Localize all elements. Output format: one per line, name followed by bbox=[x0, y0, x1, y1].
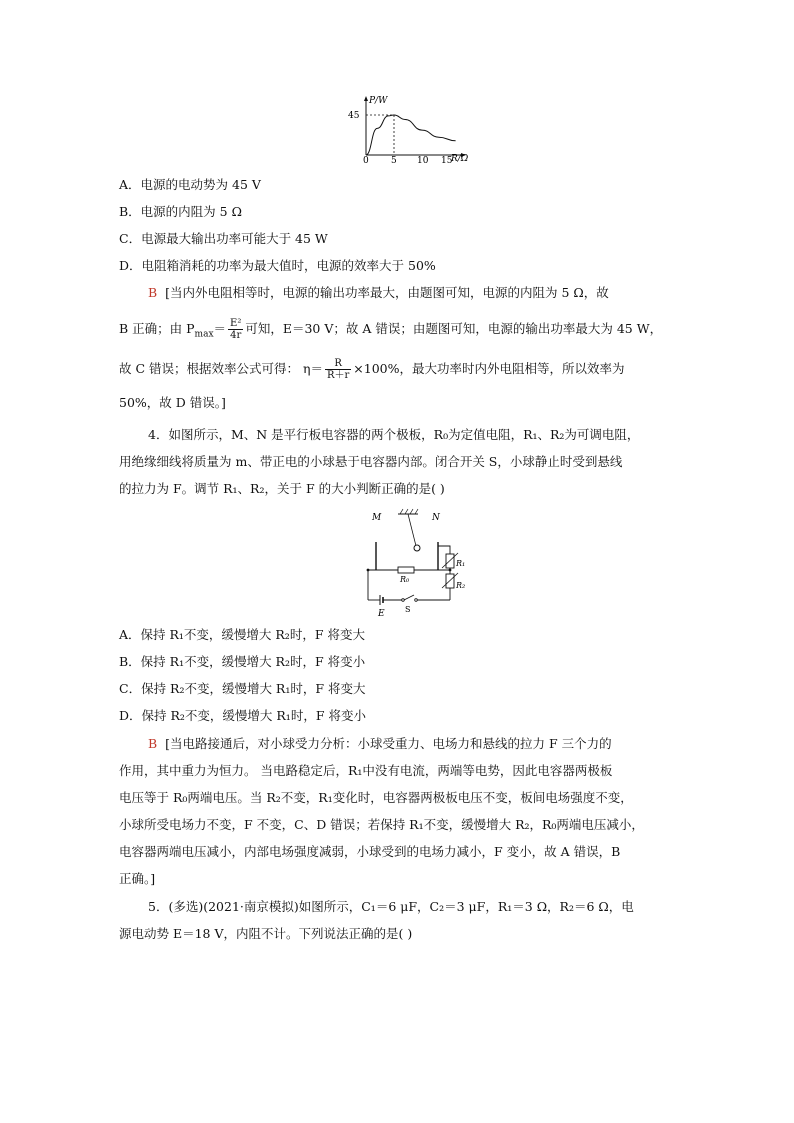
q3-fraction-efficiency bbox=[325, 358, 351, 381]
q3-fraction-power-den: 4r bbox=[230, 330, 242, 341]
y-axis-arrow bbox=[364, 96, 368, 101]
label-r2: R₂ bbox=[456, 581, 466, 590]
q4-circuit-diagram bbox=[360, 508, 490, 620]
q3-explanation-line-1 bbox=[148, 285, 609, 301]
q3-max-subscript: max bbox=[194, 329, 214, 340]
label-r1: R₁ bbox=[456, 559, 466, 568]
q3-answer-letter: B bbox=[148, 285, 158, 300]
q3-explanation-text-1: [当内外电阻相等时，电源的输出功率最大，由题图可知，电源的内阻为 5 Ω，故 bbox=[165, 285, 609, 300]
q3-explanation-line-4: 50%，故 D 错误。] bbox=[119, 395, 226, 410]
resistor-r0 bbox=[398, 567, 414, 573]
q5-stem-line-2: 源电动势 E＝18 V，内阻不计。下列说法正确的是( ) bbox=[119, 926, 413, 941]
q4-explanation-line-4: 小球所受电场力不变，F 不变，C、D 错误；若保持 R₁不变，缓慢增大 R₂，R₀两端电压减小， bbox=[119, 817, 644, 832]
charged-ball bbox=[414, 545, 420, 551]
wire-m bbox=[368, 570, 376, 600]
label-m: M bbox=[372, 513, 382, 523]
junction-right bbox=[449, 569, 452, 572]
q3-explanation-text-2b: 可知，E＝30 V；故 A 错误；由题图可知，电源的输出功率最大为 45 W， bbox=[245, 321, 663, 336]
q3-fraction-efficiency-num: R bbox=[325, 358, 351, 370]
switch-contact-left bbox=[402, 599, 405, 602]
q4-explanation-line-1 bbox=[148, 736, 612, 752]
q3-explanation-line-2 bbox=[119, 318, 662, 343]
q3-explanation-text-2a: B 正确；由 P bbox=[119, 321, 195, 336]
q4-explanation-text-1: [当电路接通后，对小球受力分析：小球受重力、电场力和悬线的拉力 F 三个力的 bbox=[165, 736, 612, 751]
wire-top bbox=[438, 546, 450, 554]
junction-left bbox=[367, 569, 370, 572]
thread bbox=[408, 514, 416, 546]
q3-option-c: C．电源最大输出功率可能大于 45 W bbox=[119, 231, 328, 246]
power-resistance-graph bbox=[345, 93, 475, 163]
y-tick-45: 45 bbox=[348, 111, 360, 121]
label-e: E bbox=[378, 609, 385, 619]
label-n: N bbox=[432, 513, 440, 523]
q3-explanation-text-3a: 故 C 错误；根据效率公式可得： η＝ bbox=[119, 361, 323, 376]
q3-fraction-power bbox=[228, 318, 243, 341]
x-axis-label: R/Ω bbox=[451, 154, 469, 163]
q4-explanation-line-5: 电容器两端电压减小，内部电场强度减弱，小球受到的电场力减小，F 变小，故 A 错误，B bbox=[119, 844, 621, 859]
x-tick-0: 0 bbox=[363, 156, 369, 163]
q4-stem-line-2: 用绝缘细线将质量为 m、带正电的小球悬于电容器内部。闭合开关 S，小球静止时受到悬线 bbox=[119, 454, 623, 469]
switch-contact-right bbox=[415, 599, 418, 602]
q4-option-a: A．保持 R₁不变，缓慢增大 R₂时，F 将变大 bbox=[119, 627, 365, 642]
q3-option-a: A．电源的电动势为 45 V bbox=[119, 177, 261, 192]
q4-option-d: D．保持 R₂不变，缓慢增大 R₁时，F 将变小 bbox=[119, 708, 366, 723]
x-tick-5: 5 bbox=[391, 156, 397, 163]
power-curve bbox=[366, 115, 456, 155]
q4-stem-line-1: 4．如图所示，M、N 是平行板电容器的两个极板，R₀为定值电阻，R₁、R₂为可调电阻， bbox=[148, 427, 640, 442]
q4-explanation-line-3: 电压等于 R₀两端电压。当 R₂不变，R₁变化时，电容器两极板电压不变，板间电场强度不变， bbox=[119, 790, 633, 805]
q3-explanation-line-3 bbox=[119, 358, 625, 381]
switch-lever bbox=[404, 595, 414, 600]
label-r0: R₀ bbox=[400, 575, 410, 584]
q3-fraction-power-num: E² bbox=[230, 318, 242, 329]
q5-stem-line-1: 5．(多选)(2021·南京模拟)如图所示，C₁＝6 μF，C₂＝3 μF，R₁＝3 Ω，R₂＝6 Ω，电 bbox=[148, 899, 634, 914]
q3-option-d: D．电阻箱消耗的功率为最大值时，电源的效率大于 50% bbox=[119, 258, 436, 273]
q3-option-b: B．电源的内阻为 5 Ω bbox=[119, 204, 242, 219]
x-tick-10: 10 bbox=[417, 156, 429, 163]
q4-answer-letter: B bbox=[148, 736, 158, 751]
q4-option-b: B．保持 R₁不变，缓慢增大 R₂时，F 将变小 bbox=[119, 654, 366, 669]
q4-option-c: C．保持 R₂不变，缓慢增大 R₁时，F 将变大 bbox=[119, 681, 366, 696]
label-s: S bbox=[405, 605, 411, 614]
x-tick-15: 15 bbox=[441, 156, 453, 163]
ceiling-hatch bbox=[400, 509, 418, 514]
q3-equals: ＝ bbox=[213, 321, 227, 336]
q3-explanation-text-3b: ×100%，最大功率时内外电阻相等，所以效率为 bbox=[353, 361, 625, 376]
q4-stem-line-3: 的拉力为 F。调节 R₁、R₂，关于 F 的大小判断正确的是( ) bbox=[119, 481, 445, 496]
q3-fraction-efficiency-den: R＋r bbox=[326, 370, 350, 381]
q4-explanation-line-6: 正确。] bbox=[119, 871, 156, 886]
q4-explanation-line-2: 作用，其中重力为恒力。 当电路稳定后，R₁中没有电流，两端等电势，因此电容器两极板 bbox=[119, 763, 613, 778]
y-axis-label: P/W bbox=[369, 96, 388, 106]
